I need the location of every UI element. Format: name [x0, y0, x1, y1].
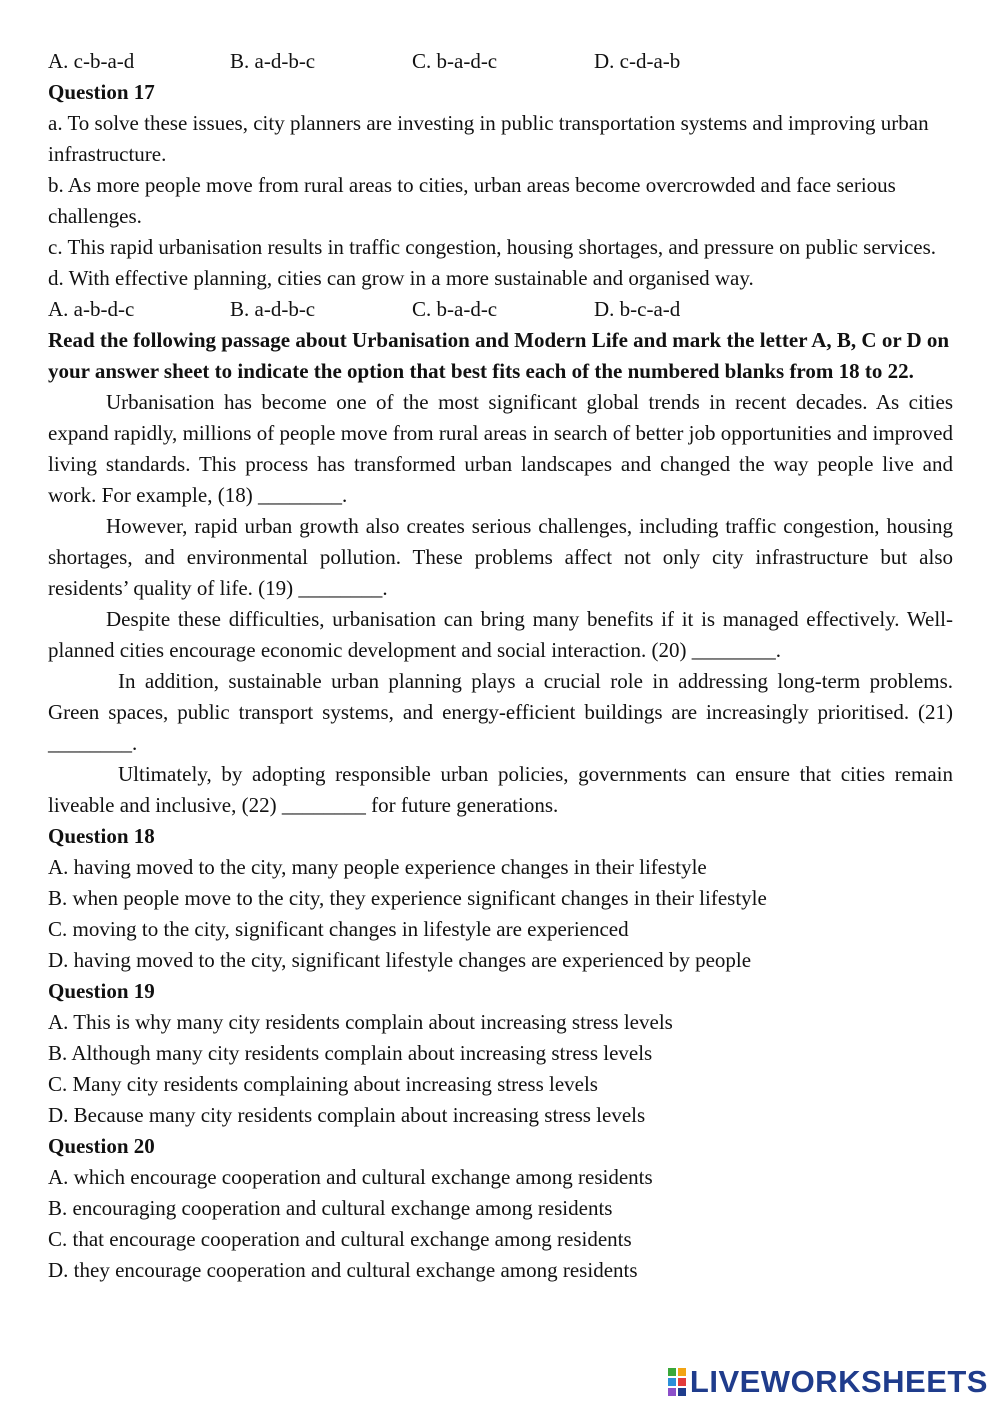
- passage-paragraph-1: Urbanisation has become one of the most significant global trends in recent decades. As cities expand rapidly, millions of people move from rural areas in search of better job opportunities and improved living standards. This process has transformed urban landscapes and changed the way people live and work. For example, (18) ________.: [48, 390, 953, 507]
- q17-option-a: A. a-b-d-c: [48, 297, 135, 321]
- liveworksheets-logo-icon: [668, 1368, 686, 1396]
- q16-option-d: D. c-d-a-b: [594, 49, 681, 73]
- q18-option-c: C. moving to the city, significant changes in lifestyle are experienced: [48, 917, 629, 941]
- liveworksheets-logo-text: LIVEWORKSHEETS: [689, 1364, 988, 1399]
- passage-paragraph-2: However, rapid urban growth also creates serious challenges, including traffic congestion, housing shortages, and environmental pollution. These problems affect not only city infrastructure but also residents’ quality of life. (19) ________.: [48, 514, 953, 600]
- q17-option-b: B. a-d-b-c: [230, 297, 316, 321]
- q19-option-a: A. This is why many city residents complain about increasing stress levels: [48, 1010, 673, 1034]
- passage-instruction: Read the following passage about Urbanisation and Modern Life and mark the letter A, B, C or D on your answer sheet to indicate the option that best fits each of the numbered blanks from 18 to 22.: [48, 328, 950, 383]
- passage-paragraph-3: Despite these difficulties, urbanisation can bring many benefits if it is managed effectively. Well-planned cities encourage economic development and social interaction. (20) ________.: [48, 607, 953, 662]
- q17-options: [48, 294, 953, 325]
- q20-option-b: B. encouraging cooperation and cultural exchange among residents: [48, 1196, 613, 1220]
- q17-sentence-a: a. To solve these issues, city planners are investing in public transportation systems and improving urban infrastructure.: [48, 111, 929, 166]
- q16-option-a: A. c-b-a-d: [48, 49, 135, 73]
- q16-options: [48, 46, 953, 77]
- liveworksheets-logo: [668, 1362, 988, 1402]
- passage-paragraph-4: In addition, sustainable urban planning plays a crucial role in addressing long-term problems. Green spaces, public transport systems, and energy-efficient buildings are increasingly prioritised. (21) ________.: [48, 669, 953, 755]
- q17-sentence-b: b. As more people move from rural areas to cities, urban areas become overcrowded and face serious challenges.: [48, 173, 896, 228]
- q16-option-b: B. a-d-b-c: [230, 49, 316, 73]
- q18-title: Question 18: [48, 824, 155, 848]
- q19-option-b: B. Although many city residents complain about increasing stress levels: [48, 1041, 653, 1065]
- worksheet-page: [48, 46, 953, 1286]
- q18-option-a: A. having moved to the city, many people experience changes in their lifestyle: [48, 855, 707, 879]
- q18-option-b: B. when people move to the city, they experience significant changes in their lifestyle: [48, 886, 767, 910]
- q17-option-c: C. b-a-d-c: [412, 297, 498, 321]
- q19-option-c: C. Many city residents complaining about increasing stress levels: [48, 1072, 598, 1096]
- passage-paragraph-5: Ultimately, by adopting responsible urban policies, governments can ensure that cities remain liveable and inclusive, (22) ________ for future generations.: [48, 762, 953, 817]
- q17-option-d: D. b-c-a-d: [594, 297, 681, 321]
- q18-option-d: D. having moved to the city, significant lifestyle changes are experienced by people: [48, 948, 752, 972]
- q19-option-d: D. Because many city residents complain about increasing stress levels: [48, 1103, 646, 1127]
- q20-title: Question 20: [48, 1134, 155, 1158]
- q20-option-c: C. that encourage cooperation and cultural exchange among residents: [48, 1227, 632, 1251]
- q20-option-a: A. which encourage cooperation and cultural exchange among residents: [48, 1165, 653, 1189]
- q16-option-c: C. b-a-d-c: [412, 49, 498, 73]
- q17-title: Question 17: [48, 80, 155, 104]
- q17-sentence-c: c. This rapid urbanisation results in traffic congestion, housing shortages, and pressure on public services.: [48, 235, 937, 259]
- q17-sentence-d: d. With effective planning, cities can grow in a more sustainable and organised way.: [48, 266, 754, 290]
- q19-title: Question 19: [48, 979, 155, 1003]
- q20-option-d: D. they encourage cooperation and cultural exchange among residents: [48, 1258, 638, 1282]
